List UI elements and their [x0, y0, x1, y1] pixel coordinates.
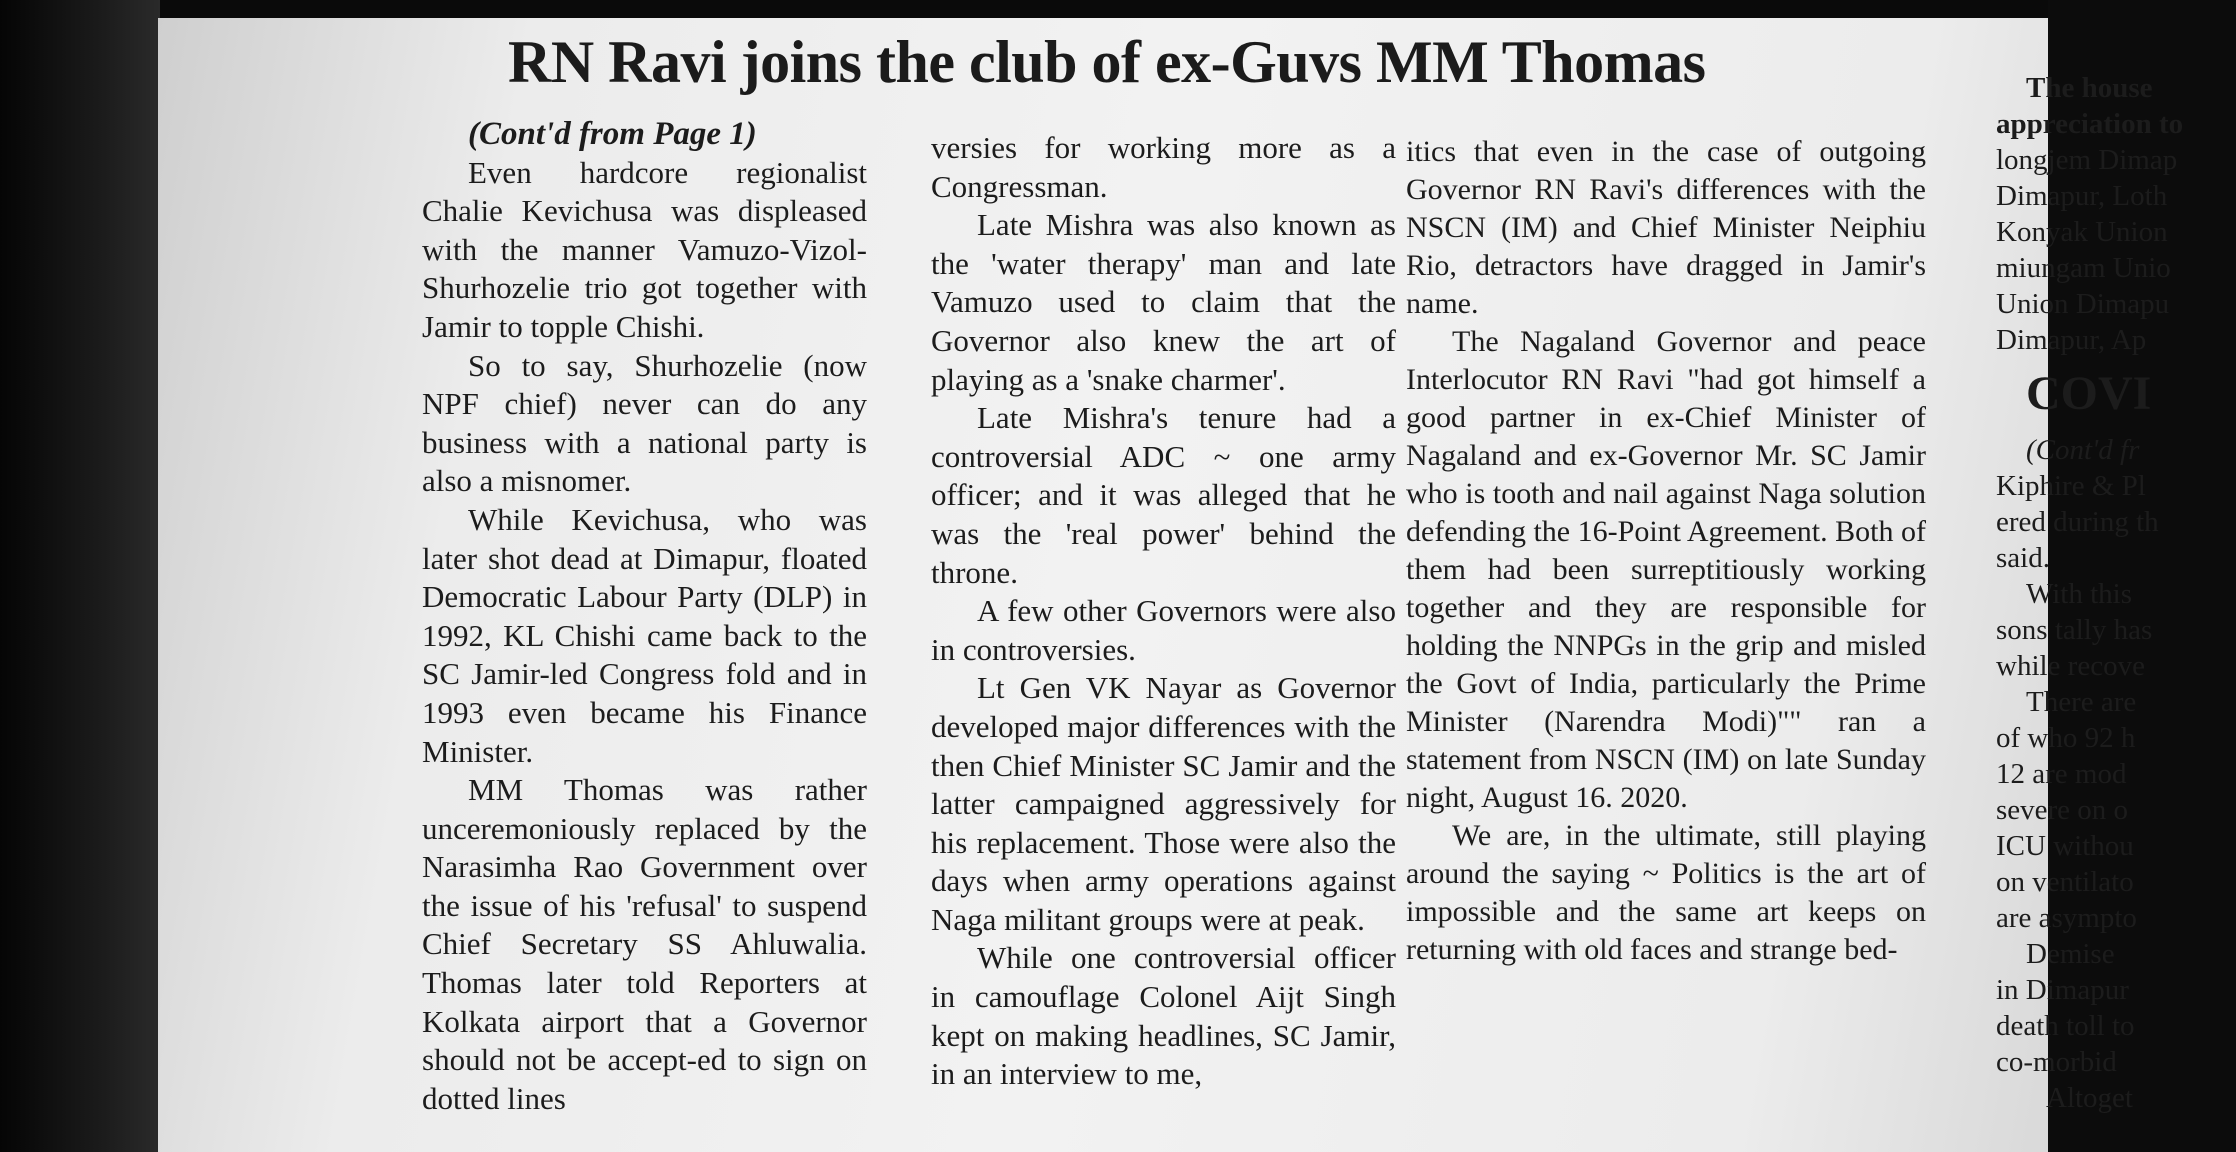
- paragraph: We are, in the ultimate, still playing around the saying ~ Politics is the art of impossible and the same art keeps on returning with old faces and strange bed-: [1406, 819, 1926, 966]
- line: ICU withou: [1996, 830, 2134, 862]
- paragraph: MM Thomas was rather unceremoniously replaced by the Narasimha Rao Government over the issue of his 'refusal' to suspend Chief Secretary SS Ahluwalia. Thomas later told Reporters at Kolkata airport that a Governor should not be accept-ed to sign on dotted lines: [422, 772, 867, 1116]
- line: With this: [2026, 578, 2132, 610]
- line: co-morbid: [1996, 1046, 2117, 1078]
- line: longjem Dimap: [1996, 144, 2178, 176]
- line: while recove: [1996, 650, 2145, 682]
- line: The house: [2026, 72, 2153, 104]
- paragraph: versies for working more as a Congressman.: [931, 130, 1396, 204]
- line: appreciation to: [1996, 108, 2184, 140]
- paragraph: The Nagaland Governor and peace Interlocutor RN Ravi "had got himself a good partner in ex-Chief Minister of Nagaland and ex-Governor Mr. SC Jamir who is tooth and nail against Naga solution defending the 16-Point Agreement. Both of them had been surreptitiously working together and they are responsible for holding the NNPGs in the grip and misled the Govt of India, particularly the Prime Minister (Narendra Modi)"" ran a statement from NSCN (IM) on late Sunday night, August 16. 2020.: [1406, 325, 1926, 814]
- paragraph: itics that even in the case of outgoing Governor RN Ravi's differences with the NSCN (IM) and Chief Minister Neiphiu Rio, detractors have dragged in Jamir's name.: [1406, 135, 1926, 320]
- paragraph: Late Mishra's tenure had a controversial ADC ~ one army officer; and it was alleged that he was the 'real power' behind the throne.: [931, 400, 1396, 590]
- paragraph: Late Mishra was also known as the 'water therapy' man and late Vamuzo used to claim that the Governor also knew the art of playing as a 'snake charmer'.: [931, 207, 1396, 397]
- continued-note: (Cont'd from Page 1): [468, 116, 757, 152]
- line: death toll to: [1996, 1010, 2135, 1042]
- paragraph: A few other Governors were also in controversies.: [931, 593, 1396, 667]
- line: Dimapur, Loth: [1996, 180, 2168, 212]
- line: are asympto: [1996, 902, 2137, 934]
- paragraph: While Kevichusa, who was later shot dead at Dimapur, floated Democratic Labour Party (DLP) in 1992, KL Chishi came back to the SC Jamir-led Congress fold and in 1993 even became his Finance Minister.: [422, 501, 867, 769]
- line: 12 are mod: [1996, 758, 2127, 790]
- column-1: [422, 115, 867, 1118]
- paragraph: Lt Gen VK Nayar as Governor developed major differences with the then Chief Minister SC Jamir and the latter campaigned aggressively for his replacement. Those were also the days when army operations against Naga militant groups were at peak.: [931, 670, 1396, 937]
- line: Dimapur, Ap: [1996, 324, 2147, 356]
- line: Union Dimapu: [1996, 288, 2170, 320]
- line: miungam Unio: [1996, 252, 2171, 284]
- line: on ventilato: [1996, 866, 2134, 898]
- line: sons tally has: [1996, 614, 2153, 646]
- line: said.: [1996, 542, 2050, 574]
- line: Konyak Union: [1996, 216, 2168, 248]
- line: Altoget: [2046, 1082, 2133, 1114]
- continued-note: (Cont'd fr: [2026, 434, 2140, 466]
- line: in Dimapur: [1996, 974, 2129, 1006]
- column-2: [931, 129, 1396, 1094]
- line: Demise: [2026, 938, 2115, 970]
- line: There are: [2026, 686, 2137, 718]
- paragraph: Even hardcore regionalist Chalie Kevichusa was displeased with the manner Vamuzo-Vizol-Shurhozelie trio got together with Jamir to topple Chishi.: [422, 154, 867, 344]
- line: of who 92 h: [1996, 722, 2136, 754]
- headline: RN Ravi joins the club of ex-Guvs MM Thomas: [508, 29, 1706, 95]
- sub-headline: COVI: [2026, 367, 2152, 420]
- line: severe on o: [1996, 794, 2129, 826]
- column-3: [1406, 133, 1926, 969]
- newspaper-page: [158, 18, 2184, 1152]
- paragraph: So to say, Shurhozelie (now NPF chief) never can do any business with a national party is also a misnomer.: [422, 347, 867, 499]
- left-dark-border: [0, 0, 160, 1152]
- line: Kiphire & Pl: [1996, 470, 2146, 502]
- column-4-cropped: [1996, 70, 2236, 1116]
- paragraph: While one controversial officer in camouflage Colonel Aijt Singh kept on making headlines, SC Jamir, in an interview to me,: [931, 940, 1396, 1092]
- line: ered during th: [1996, 506, 2159, 538]
